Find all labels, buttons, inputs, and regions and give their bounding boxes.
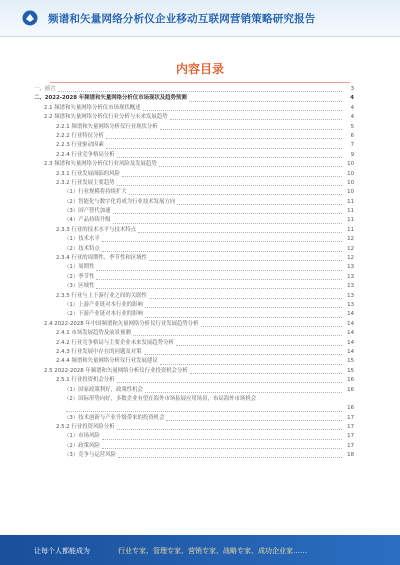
toc-entry[interactable]	[34, 357, 354, 366]
table-of-contents	[34, 85, 354, 461]
toc-entry-page: 10	[347, 189, 354, 196]
toc-entry-text: 2.3.1 行业发展面临的风险	[56, 170, 120, 177]
toc-entry-page: 10	[347, 161, 354, 168]
toc-entry-text: （1）市场风险	[64, 433, 100, 440]
toc-entry-text: 2.2.1 频谱和矢量网络分析仪行业现状分析	[56, 123, 158, 130]
toc-entry[interactable]	[34, 226, 354, 235]
toc-leader-dots	[102, 448, 342, 449]
toc-entry[interactable]	[34, 141, 354, 150]
toc-entry-text: （1）技术水平	[64, 236, 100, 243]
toc-leader-dots	[96, 279, 342, 280]
toc-entry-page: 13	[347, 283, 354, 290]
toc-leader-dots	[102, 241, 342, 242]
toc-entry-text: （3）国产替代加速	[64, 208, 111, 215]
toc-entry[interactable]	[34, 94, 354, 103]
toc-entry-text: 2.2.4 行业竞争格局分析	[56, 151, 115, 158]
toc-entry-page: 13	[347, 292, 354, 299]
toc-leader-dots	[117, 429, 342, 430]
toc-leader-dots	[143, 110, 342, 111]
footer-slogan: 让每个人都能成为	[34, 547, 90, 555]
toc-entry-text: （2）政策风险	[64, 442, 100, 449]
toc-entry-page: 4	[350, 95, 354, 102]
toc-entry-page: 11	[347, 217, 354, 224]
toc-entry[interactable]	[34, 339, 354, 348]
toc-entry-text: 2.1 频谱和矢量网络分析仪市场现状概述	[44, 104, 141, 111]
toc-entry[interactable]	[34, 320, 354, 329]
toc-entry-page: 16	[347, 377, 354, 384]
toc-entry[interactable]	[34, 132, 354, 141]
toc-leader-dots	[96, 270, 342, 271]
toc-entry-text: （3）区域性	[64, 283, 95, 290]
toc-entry[interactable]	[34, 151, 354, 160]
toc-leader-dots	[160, 129, 342, 130]
toc-leader-dots	[145, 317, 342, 318]
toc-leader-dots	[176, 345, 342, 346]
toc-entry-page: 17	[347, 442, 354, 449]
toc-entry-page: 13	[347, 301, 354, 308]
toc-entry-page: 11	[347, 226, 354, 233]
toc-entry-text: 2.4.3 行业发展中存在的问题及对策	[56, 348, 142, 355]
toc-entry-text: 2.5 2022-2028 年频谱和矢量网络分析仪行业投资机会分析	[44, 367, 188, 374]
toc-entry[interactable]	[34, 170, 354, 179]
toc-entry-text: 2.3.4 行业的周期性、季节性和区域性	[56, 255, 147, 262]
toc-entry-text: 2.2.2 行业特征分析	[56, 132, 104, 139]
toc-entry-text: 2.2 频谱和矢量网络分析仪行业分析与未来发展趋势	[44, 114, 168, 121]
toc-entry-page: 14	[347, 330, 354, 337]
toc-entry-text: （4）产品持续升级	[64, 217, 111, 224]
toc-entry-text: （3）技术创新与产业升级带来的投资机会	[64, 414, 165, 421]
toc-entry-page: 4	[350, 114, 354, 121]
toc-entry[interactable]	[34, 423, 354, 432]
toc-entry-text: 2.3 频谱和矢量网络分析仪行业风险及发展趋势	[44, 161, 157, 168]
footer-roles: 行业专家、管理专家、营销专家、战略专家、成功企业家……	[118, 547, 307, 555]
toc-entry[interactable]	[34, 188, 354, 197]
toc-entry-page: 16	[347, 405, 354, 412]
toc-entry[interactable]	[34, 245, 354, 254]
toc-entry-page: 3	[350, 86, 354, 92]
toc-entry-text: 2.4 2022-2028 年中国频谱和矢量网络分析仪行业发展趋势分析	[44, 320, 199, 327]
toc-entry-text: （2）下游产业链对本行业的影响	[64, 311, 143, 318]
toc-entry-text: 2.4.4 频谱和矢量网络分析仪行业发展建议	[56, 358, 158, 365]
toc-leader-dots	[133, 335, 342, 336]
toc-leader-dots	[138, 232, 342, 233]
toc-entry-text: （3）竞争与运营风险	[64, 452, 116, 459]
toc-entry-text: （1）行业规模将持续扩大	[64, 189, 127, 196]
toc-leader-dots	[166, 420, 342, 421]
toc-entry[interactable]	[34, 292, 354, 301]
toc-leader-dots	[170, 119, 343, 120]
toc-entry-page: 11	[347, 208, 354, 215]
toc-entry-text: 2.5.1 行业投资机会分析	[56, 377, 115, 384]
toc-entry[interactable]	[34, 376, 354, 385]
toc-entry[interactable]	[34, 310, 354, 319]
report-title: 频谱和矢量网络分析仪企业移动互联网营销策略研究报告	[48, 13, 316, 25]
toc-entry[interactable]	[34, 254, 354, 263]
toc-entry-page: 12	[347, 236, 354, 243]
toc-leader-dots	[149, 260, 342, 261]
toc-entry[interactable]	[34, 85, 354, 94]
toc-entry[interactable]	[34, 414, 354, 423]
toc-entry-page: 5	[350, 123, 354, 130]
toc-entry-page: 14	[347, 348, 354, 355]
toc-leader-dots	[177, 204, 342, 205]
toc-leader-dots	[117, 185, 342, 186]
toc-entry-text: 2.3.2 行业发展主要趋势	[56, 179, 115, 186]
toc-entry-text: （2）国际形势向好，多数企业有望在海外市场拓展应用场景，布局海外市场机会	[64, 395, 257, 402]
toc-entry-page: 4	[350, 104, 354, 111]
toc-leader-dots	[149, 298, 342, 299]
toc-entry-page: 17	[347, 433, 354, 440]
toc-entry-page: 15	[347, 358, 354, 365]
toc-entry[interactable]	[34, 160, 354, 169]
toc-entry-text: （2）技术特点	[64, 245, 100, 252]
toc-leader-dots	[106, 148, 342, 149]
toc-entry-text: 一、前言	[34, 86, 56, 92]
toc-entry-text: （1）周期性	[64, 264, 95, 271]
toc-leader-dots	[189, 101, 342, 102]
toc-entry-page: 16	[347, 386, 354, 393]
toc-leader-dots	[145, 392, 342, 393]
toc-entry[interactable]	[34, 123, 354, 132]
toc-leader-dots	[96, 288, 342, 289]
toc-entry-page: 10	[347, 179, 354, 186]
toc-entry-page: 14	[347, 339, 354, 346]
toc-entry[interactable]	[34, 235, 354, 244]
toc-leader-dots	[122, 176, 342, 177]
toc-entry-text: 2.3.3 行业的技术水平与技术特点	[56, 226, 137, 233]
toc-leader-dots	[102, 439, 342, 440]
toc-leader-dots	[159, 166, 342, 167]
toc-entry-page: 12	[347, 245, 354, 252]
toc-leader-dots	[113, 223, 342, 224]
toc-entry[interactable]	[34, 216, 354, 225]
report-logo-icon	[22, 10, 38, 26]
toc-leader-dots	[118, 457, 342, 458]
toc-leader-dots	[106, 138, 342, 139]
toc-entry-page: 11	[347, 198, 354, 205]
toc-entry-page: 15	[347, 367, 354, 374]
toc-entry[interactable]	[34, 207, 354, 216]
toc-entry-page: 12	[347, 255, 354, 262]
toc-entry[interactable]	[34, 198, 354, 207]
toc-entry-page: 14	[347, 320, 354, 327]
toc-entry[interactable]	[34, 301, 354, 310]
toc-entry-page: 9	[350, 151, 354, 158]
toc-leader-dots	[144, 354, 342, 355]
page-footer	[0, 535, 400, 565]
toc-entry-text: 2.2.3 行业驱动因素	[56, 142, 104, 149]
toc-entry[interactable]	[34, 282, 354, 291]
toc-entry-page: 18	[347, 452, 354, 459]
toc-entry-page: 17	[347, 424, 354, 431]
toc-entry[interactable]	[34, 273, 354, 282]
toc-entry-text: 2.4.2 行业竞争格局与主要企业未来发展趋势分析	[56, 339, 174, 346]
toc-leader-dots	[113, 213, 342, 214]
toc-leader-dots	[66, 411, 342, 412]
toc-entry-text: 2.4.1 市场发展趋势及前景预测	[56, 330, 131, 337]
toc-leader-dots	[145, 307, 342, 308]
toc-entry[interactable]	[34, 386, 354, 395]
page-header	[0, 0, 400, 37]
toc-entry[interactable]	[34, 432, 354, 441]
toc-entry-text: （1）国家政策利好，政策性机会	[64, 386, 143, 393]
toc-leader-dots	[117, 382, 342, 383]
toc-entry-text: 2.3.5 行业与上下游行业之间的关联性	[56, 292, 147, 299]
toc-entry[interactable]	[34, 113, 354, 122]
toc-entry[interactable]	[34, 367, 354, 376]
toc-entry-text: 二、2022-2028 年频谱和矢量网络分析仪市场现状及趋势预测	[34, 95, 187, 102]
toc-entry[interactable]	[34, 104, 354, 113]
toc-leader-dots	[102, 251, 342, 252]
toc-entry-text: 2.5.2 行业投资风险分析	[56, 424, 115, 431]
toc-leader-dots	[129, 194, 342, 195]
toc-entry[interactable]	[34, 395, 354, 414]
toc-leader-dots	[190, 373, 342, 374]
toc-entry[interactable]	[34, 451, 354, 460]
toc-title-divider	[50, 82, 350, 83]
toc-entry-page: 14	[347, 311, 354, 318]
toc-entry-page: 6	[350, 132, 354, 139]
toc-entry[interactable]	[34, 348, 354, 357]
toc-leader-dots	[201, 326, 342, 327]
toc-leader-dots	[58, 91, 342, 92]
toc-entry-page: 13	[347, 264, 354, 271]
toc-entry[interactable]	[34, 263, 354, 272]
toc-entry-page: 17	[347, 414, 354, 421]
toc-entry-page: 10	[347, 170, 354, 177]
toc-title: 内容目录	[175, 62, 224, 76]
toc-entry[interactable]	[34, 179, 354, 188]
toc-entry-text: （1）上游产业链对本行业的影响	[64, 301, 143, 308]
toc-entry[interactable]	[34, 329, 354, 338]
toc-leader-dots	[117, 157, 342, 158]
toc-entry-text: （2）季节性	[64, 273, 95, 280]
toc-leader-dots	[160, 364, 342, 365]
toc-entry[interactable]	[34, 442, 354, 451]
toc-entry-page: 13	[347, 273, 354, 280]
toc-entry-page: 7	[350, 142, 354, 149]
toc-entry-text: （2）智能化与数字化将成为行业技术发展方向	[64, 198, 176, 205]
